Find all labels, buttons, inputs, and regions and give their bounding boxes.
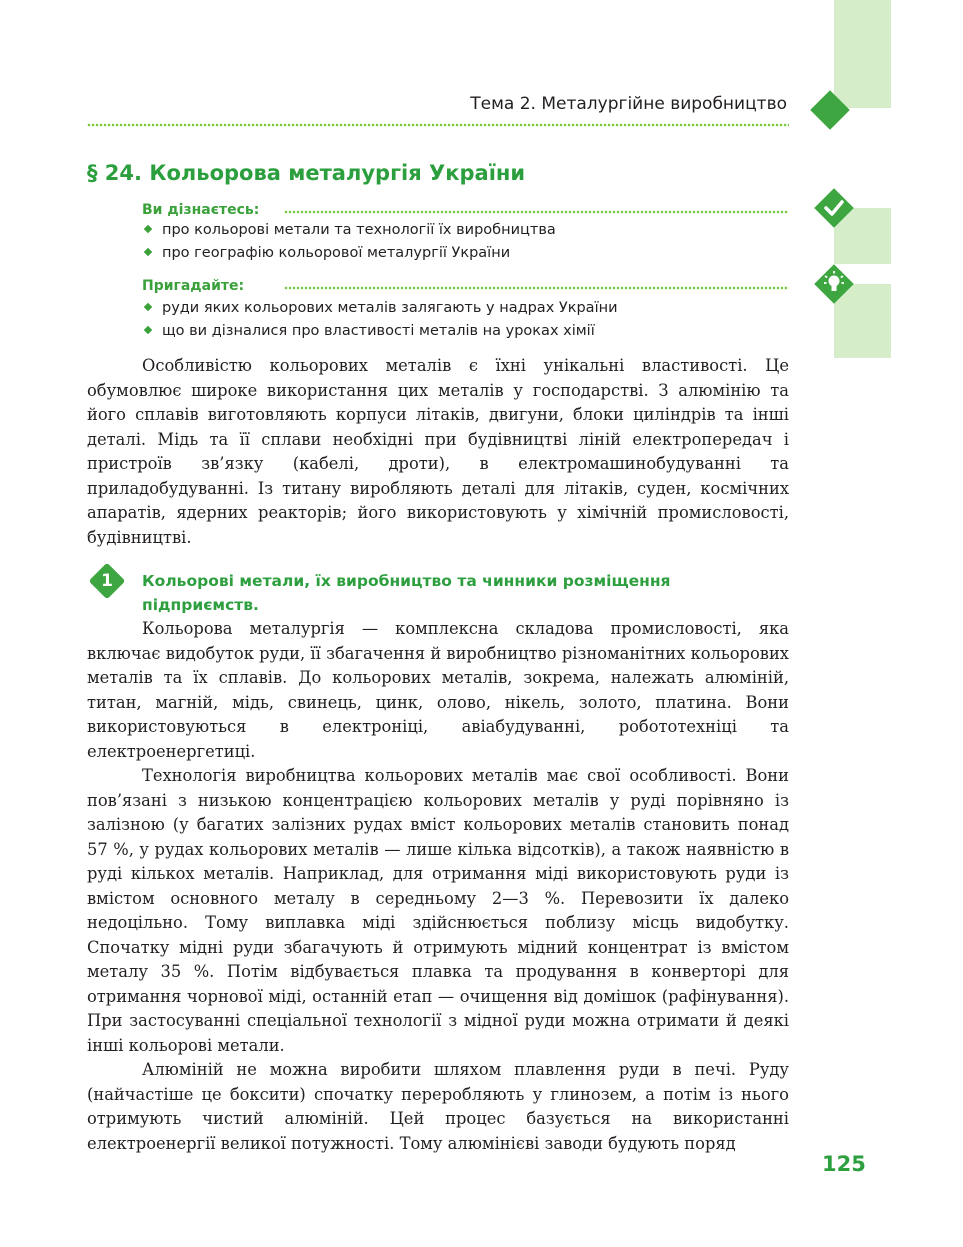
bullet-icon — [144, 303, 152, 311]
subsection-title: Кольорові метали, їх виробництво та чинники розміщення підприємств. — [142, 572, 671, 614]
topic-header: Тема 2. Металургійне виробництво — [470, 94, 787, 114]
bullet-icon — [144, 225, 152, 233]
body-paragraph: Кольорова металургія — комплексна складова промисловості, яка включає видобуток руди, її збагачення й виробництво різноманітних кольорових металів та їх сплавів. До кольорових металів, зокрема, належать алюміній, титан, магній, мідь, свинець, цинк, олово, нікель, золото, платина. Вони використовуються в електроніці, авіабудуванні, робототехніці та електроенергетиці. — [87, 619, 789, 761]
header-divider — [87, 122, 789, 128]
body-paragraph: Алюміній не можна виробити шляхом плавлення руди в печі. Руду (найчастіше це боксити) спочатку переробляють у глинозем, а потім із нього отримують чистий алюміній. Цей процес базується на використанні електроенергії великої потужності. Тому алюмінієві заводи будують поряд — [87, 1060, 789, 1153]
learn-box-divider — [284, 209, 789, 215]
bullet-icon — [144, 248, 152, 256]
lightbulb-icon — [814, 264, 854, 304]
learn-item: про кольорові метали та технології їх виробництва — [142, 222, 556, 238]
recall-item: руди яких кольорових металів залягають у надрах України — [142, 300, 618, 316]
subsection-body — [87, 617, 789, 1156]
body-paragraph: Технологія виробництва кольорових металів має свої особливості. Вони пов’язані з низькою концентрацією кольорових металів у руді порівняно із залізною (у багатих залізних рудах вміст кольорових металів становить понад 57 %, у рудах кольорових металів — лише кілька відсотків), а також наявністю в руді кількох металів. Наприклад, для отримання міді використовують руди із вмістом основного металу в середньому 2—3 %. Перевозити їх далеко недоцільно. Тому виплавка міді здійснюється поблизу місць видобутку. Спочатку мідні руди збагачують й отримують мідний концентрат із вмістом металу 35 %. Потім відбувається плавка та продування в конверторі для отримання чорнової міді, останній етап — очищення від домішок (рафінування). При застосуванні спеціальної технології з мідної руди можна отримати й деякі інші кольорові метали. — [87, 766, 789, 1055]
recall-box-title: Пригадайте: — [142, 278, 245, 294]
checkmark-icon — [814, 188, 854, 228]
learn-item: про географію кольорової металургії України — [142, 245, 510, 261]
subsection-number-badge: 1 — [89, 563, 125, 599]
recall-item: що ви дізналися про властивості металів на уроках хімії — [142, 323, 595, 339]
side-bar-top — [834, 0, 891, 108]
learn-box-title: Ви дізнаєтесь: — [142, 202, 260, 218]
intro-paragraph: Особливістю кольорових металів є їхні унікальні властивості. Це обумовлює широке використання цих металів у господарстві. З алюмінію та його сплавів виготовляють корпуси літаків, двигуни, блоки циліндрів та інші деталі. Мідь та її сплави необхідні при будівництві ліній електропередач і пристроїв зв’язку (кабелі, дроти), в електромашинобудуванні та приладобудуванні. Із титану виробляють деталі для літаків, суден, космічних апаратів, ядерних реакторів; його використовують у хімічній промисловості, будівництві. — [87, 356, 789, 547]
recall-box-divider — [284, 285, 789, 291]
section-title: § 24. Кольорова металургія України — [87, 161, 526, 185]
bullet-icon — [144, 326, 152, 334]
page-number: 125 — [822, 1152, 866, 1176]
